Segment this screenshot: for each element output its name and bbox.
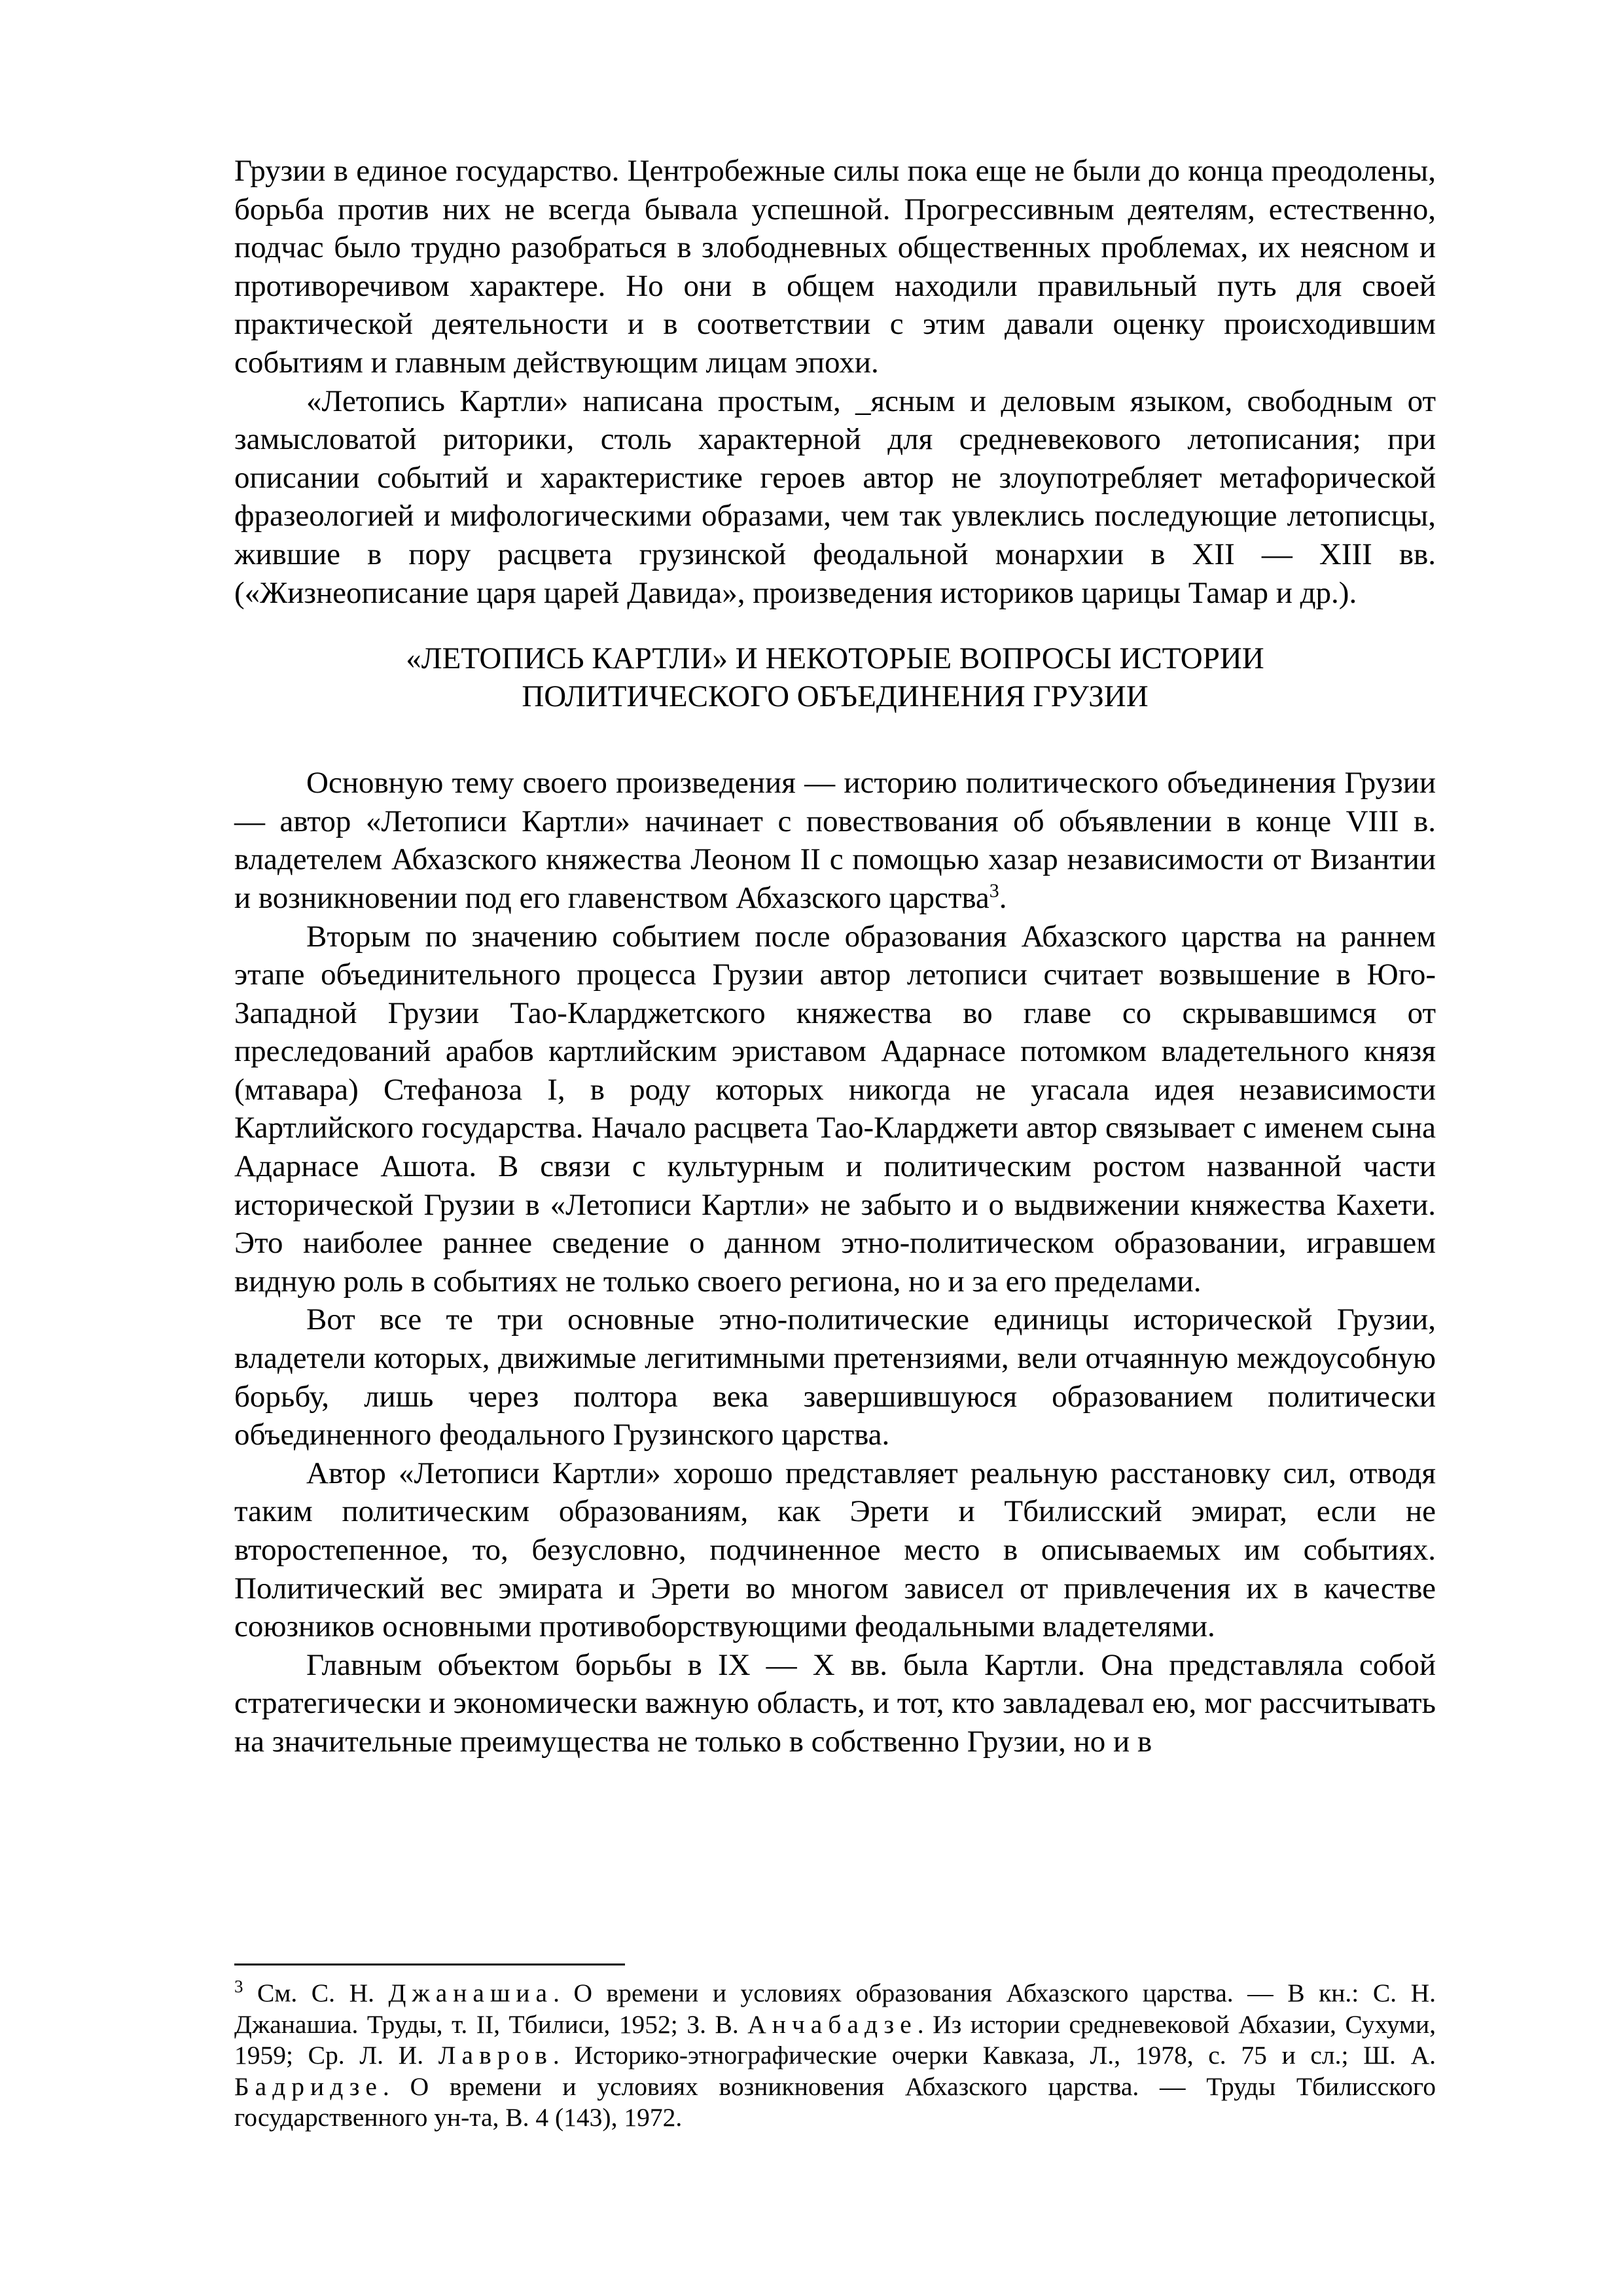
footnote-text-5: . О времени и условиях возникновения Абхазского царства. — Труды Тбилисского государственного ун-та, В. 4 (143), 1972.	[234, 2072, 1436, 2132]
footnote-author-3: Лавров	[438, 2041, 553, 2070]
paragraph-6: Автор «Летописи Картли» хорошо представляет реальную расстановку сил, отводя таким политическим образованиям, как Эрети и Тбилисский эмират, если не второстепенное, то, безусловно, подчиненное место в описываемых им событиях. Политический вес эмирата и Эрети во многом зависел от привлечения их в качестве союзников основными противоборствующими феодальными владетелями.	[234, 1456, 1436, 1644]
section-heading-line-1: «ЛЕТОПИСЬ КАРТЛИ» И НЕКОТОРЫЕ ВОПРОСЫ ИСТОРИИ	[406, 641, 1264, 676]
footnote-text-4: . Историко-этнографические очерки Кавказа, Л., 1978, с. 75 и сл.; Ш. А.	[552, 2041, 1436, 2070]
paragraph-1: Грузии в единое государство. Центробежные силы пока еще не были до конца преодолены, борьба против них не всегда бывала успешной. Прогрессивным деятелям, естественно, подчас было трудно разобраться в злободневных общественных проблемах, их неясном и противоречивом характере. Но они в общем находили правильный путь для своей практической деятельности и в соответствии с этим давали оценку происходившим событиям и главным действующим лицам эпохи.	[234, 154, 1436, 380]
footnote-text-1: См. С. Н.	[243, 1979, 389, 2007]
section-heading-line-2: ПОЛИТИЧЕСКОГО ОБЪЕДИНЕНИЯ ГРУЗИИ	[522, 679, 1149, 714]
footnote-text-2: . О времени и условиях образования Абхазского царства. — В кн.: С. Н. Джанашиа. Труды, т. II, Тбилиси, 1952; З. В.	[234, 1979, 1436, 2039]
footnote-author-1: Джанашиа	[388, 1979, 554, 2007]
paragraph-3-end: .	[999, 880, 1007, 915]
paragraph-5: Вот все те три основные этно-политические единицы исторической Грузии, владетели которых, движимые легитимными претензиями, вели отчаянную междоусобную борьбу, лишь через полтора века завершившуюся образованием политически объединенного феодального Грузинского царства.	[234, 1302, 1436, 1452]
footnote-author-2: Анчабадзе	[747, 2009, 918, 2039]
paragraph-3-text: Основную тему своего произведения — историю политического объединения Грузии — автор «Летописи Картли» начинает с повествования об объявлении в конце VIII в. владетелем Абхазского княжества Леоном II с помощью хазар независимости от Византии и возникновении под его главенством Абхазского царства	[234, 766, 1436, 915]
paragraph-3	[234, 764, 1436, 917]
paragraph-2: «Летопись Картли» написана простым, _ясным и деловым языком, свободным от замысловатой риторики, столь характерной для средневекового летописания; при описании событий и характеристике героев автор не злоупотребляет метафорической фразеологией и мифологическими образами, чем так увлеклись последующие летописцы, жившие в пору расцвета грузинской феодальной монархии в XII — XIII вв. («Жизнеописание царя царей Давида», произведения историков царицы Тамар и др.).	[234, 384, 1436, 610]
footnote-separator	[234, 1964, 625, 1965]
footnote-reference-3[interactable]: 3	[989, 880, 999, 902]
page-body	[234, 152, 1436, 1761]
footnote-marker: 3	[234, 1976, 243, 1996]
footnote-3	[234, 1978, 1436, 2134]
footnote-author-4: Бадридзе	[234, 2072, 383, 2101]
footnote-text-3: . Из истории средневековой Абхазии, Сухуми, 1959; Ср. Л. И.	[234, 2009, 1436, 2070]
section-heading	[234, 639, 1436, 715]
paragraph-4: Вторым по значению событием после образования Абхазского царства на раннем этапе объединительного процесса Грузии автор летописи считает возвышение в Юго-Западной Грузии Тао-Кларджетского княжества во главе со скрывавшимся от преследований арабов картлийским эриставом Адарнасе потомком владетельного князя (мтавара) Стефаноза I, в роду которых никогда не угасала идея независимости Картлийского государства. Начало расцвета Тао-Кларджети автор связывает с именем сына Адарнасе Ашота. В связи с культурным и политическим ростом названной части исторической Грузии в «Летописи Картли» не забыто и о выдвижении княжества Кахети. Это наиболее раннее сведение о данном этно-политическом образовании, игравшем видную роль в событиях не только своего региона, но и за его пределами.	[234, 919, 1436, 1299]
paragraph-7: Главным объектом борьбы в IX — X вв. была Картли. Она представляла собой стратегически и экономически важную область, и тот, кто завладевал ею, мог рассчитывать на значительные преимущества не только в собственно Грузии, но и в	[234, 1647, 1436, 1759]
